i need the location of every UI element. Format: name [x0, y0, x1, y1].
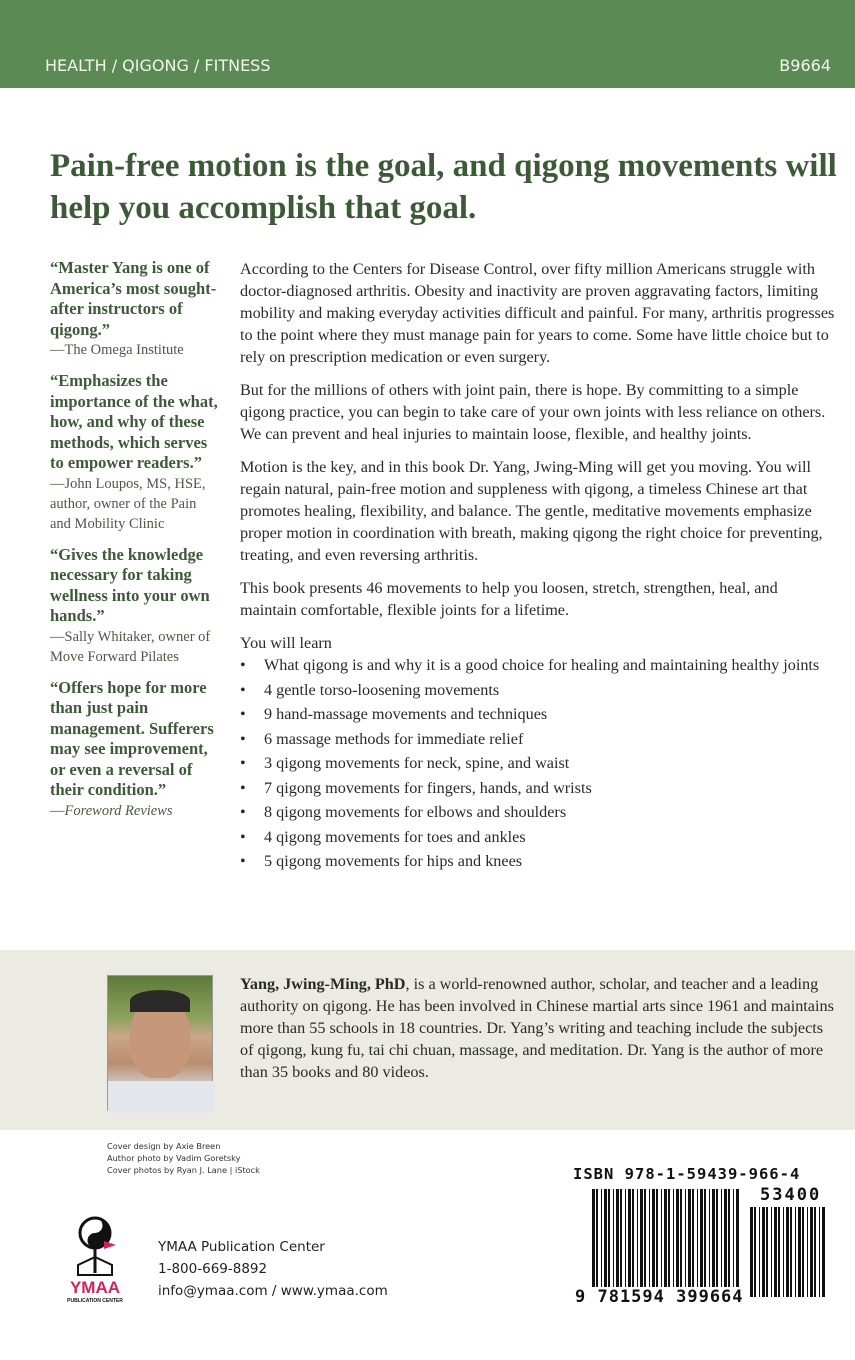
barcode-bar: [692, 1189, 694, 1287]
svg-text:PUBLICATION CENTER: PUBLICATION CENTER: [67, 1298, 123, 1304]
list-item: • 7 qigong movements for fingers, hands, and wrists: [240, 777, 835, 799]
barcode-bar: [716, 1189, 718, 1287]
barcode-bar: [709, 1189, 710, 1287]
barcode-bar: [802, 1207, 804, 1297]
barcode-bar: [625, 1189, 626, 1287]
barcode-bar: [676, 1189, 679, 1287]
endorsement: [50, 371, 220, 534]
svg-text:YMAA: YMAA: [69, 1278, 121, 1297]
paragraph: Motion is the key, and in this book Dr. Yang, Jwing-Ming will get you moving. You will regain natural, pain-free motion and suppleness with qigong, a timeless Chinese art that promotes healing, flexibility, and balance. The gentle, meditative movements emphasize proper motion in coordination with breath, making qigong the right choice for preventing, treating, and even reversing arthritis.: [240, 458, 823, 564]
barcode-bar: [632, 1189, 634, 1287]
publisher-name: YMAA Publication Center: [158, 1239, 325, 1255]
barcode-bar: [704, 1189, 706, 1287]
barcode-bar: [721, 1189, 722, 1287]
barcode-number: 9 781594 399664: [575, 1287, 744, 1307]
author-bio: [240, 973, 835, 1083]
category-bar: [0, 0, 855, 88]
barcode-bar: [668, 1189, 670, 1287]
credit-line: Author photo by Vadim Goretsky: [107, 1153, 241, 1163]
ymaa-logo-icon: [67, 1215, 123, 1305]
barcode-bar: [771, 1207, 772, 1297]
quote-text: “Offers hope for more than just pain management. Sufferers may see improvement, or even a reversal of their condition.”: [50, 677, 214, 799]
paragraph: But for the millions of others with joint pain, there is hope. By committing to a simple qigong practice, you can begin to take care of your own joints with less reliance on others. We can prevent and heal injuries to maintain loose, flexible, and healthy joints.: [240, 381, 826, 443]
credits: [107, 1140, 260, 1176]
list-item: • 4 gentle torso-loosening movements: [240, 679, 835, 701]
barcode-bar: [766, 1207, 768, 1297]
list-item: • 9 hand-massage movements and techniques: [240, 703, 835, 725]
quote-source-name: Foreword Reviews: [64, 802, 173, 819]
isbn-text: ISBN 978-1-59439-966-4: [573, 1165, 801, 1183]
barcode-bar: [604, 1189, 607, 1287]
product-code: B9664: [779, 56, 831, 75]
category-label: HEALTH / QIGONG / FITNESS: [45, 56, 271, 75]
barcode-bar: [795, 1207, 796, 1297]
endorsement: [50, 545, 220, 667]
quote-text: “Master Yang is one of America’s most sought-after instructors of qigong.”: [50, 258, 217, 339]
barcode-bar: [790, 1207, 792, 1297]
barcode-bar: [637, 1189, 638, 1287]
barcode-bar: [697, 1189, 698, 1287]
barcode-bar: [754, 1207, 756, 1297]
barcode-bar: [712, 1189, 715, 1287]
barcode-bar: [759, 1207, 760, 1297]
quote-source: —Sally Whitaker, owner of Move Forward Pilates: [50, 628, 211, 665]
barcode-bar: [616, 1189, 619, 1287]
headline: Pain-free motion is the goal, and qigong movements will help you accomplish that goal.: [50, 148, 837, 226]
price-code: 53400: [760, 1185, 822, 1205]
quote-source: —The Omega Institute: [50, 342, 184, 358]
barcode-bar: [673, 1189, 674, 1287]
publisher-contact[interactable]: info@ymaa.com / www.ymaa.com: [158, 1283, 388, 1299]
learn-list: [240, 654, 835, 872]
list-item: • 3 qigong movements for neck, spine, and waist: [240, 752, 835, 774]
quote-dash: —: [50, 802, 65, 819]
list-item: • 4 qigong movements for toes and ankles: [240, 826, 835, 848]
barcode-bar: [783, 1207, 784, 1297]
barcode-bar: [810, 1207, 813, 1297]
publisher-info: [158, 1236, 388, 1302]
quote-text: “Gives the knowledge necessary for taking wellness into your own hands.”: [50, 544, 210, 625]
description: [240, 258, 835, 875]
barcode-bar: [680, 1189, 682, 1287]
barcode-bar: [814, 1207, 816, 1297]
barcode-bar: [724, 1189, 727, 1287]
list-intro: You will learn: [240, 634, 332, 652]
barcode-bar: [819, 1207, 820, 1297]
endorsement: [50, 678, 220, 821]
barcode-bar: [644, 1189, 646, 1287]
barcode-bar: [664, 1189, 667, 1287]
list-item: • 8 qigong movements for elbows and shoulders: [240, 801, 835, 823]
barcode-bar: [798, 1207, 801, 1297]
barcode-bar: [700, 1189, 703, 1287]
barcode-bar: [613, 1189, 614, 1287]
barcode-bar: [656, 1189, 658, 1287]
quote-source: [50, 801, 220, 821]
barcode-bar: [601, 1189, 602, 1287]
credit-line: Cover photos by Ryan J. Lane | iStock: [107, 1165, 260, 1175]
list-item: • 5 qigong movements for hips and knees: [240, 850, 835, 872]
barcode-bar: [685, 1189, 686, 1287]
credit-line: Cover design by Axie Breen: [107, 1141, 221, 1151]
list-item: • What qigong is and why it is a good choice for healing and maintaining healthy joints: [240, 654, 835, 676]
barcode-bar: [778, 1207, 780, 1297]
barcode-bar: [649, 1189, 650, 1287]
price-barcode-bars: [750, 1207, 825, 1297]
barcode-bar: [592, 1189, 595, 1287]
barcode-bar: [596, 1189, 598, 1287]
barcode-bar: [688, 1189, 691, 1287]
barcode-bar: [728, 1189, 730, 1287]
barcode-bar: [736, 1189, 739, 1287]
barcode-bar: [774, 1207, 777, 1297]
barcode-bar: [661, 1189, 662, 1287]
author-bio-text: , is a world-renowned author, scholar, and teacher and a leading authority on qigong. He has been involved in Chinese martial arts since 1961 and maintains more than 55 schools in 18 countries. Dr. Yang’s writing and teaching include the subjects of qigong, kung fu, tai chi chuan, massage, and meditation. Dr. Yang is the author of more than 35 books and 80 videos.: [240, 975, 834, 1081]
barcode-bar: [652, 1189, 655, 1287]
publisher-phone: 1-800-669-8892: [158, 1261, 268, 1277]
barcode-bar: [807, 1207, 808, 1297]
author-name: Yang, Jwing-Ming, PhD: [240, 975, 406, 993]
isbn-barcode: [565, 1165, 830, 1315]
paragraph: According to the Centers for Disease Control, over fifty million Americans struggle with doctor-diagnosed arthritis. Obesity and inactivity are proven aggravating factors, limiting mobility and making everyday activities difficult and painful. For many, arthritis progresses to the point where they must manage pain for years to come. Some have little choice but to rely on prescription medication or even surgery.: [240, 260, 835, 366]
barcode-bar: [620, 1189, 622, 1287]
author-photo: [107, 975, 213, 1111]
list-item: • 6 massage methods for immediate relief: [240, 728, 835, 750]
endorsement: [50, 258, 220, 360]
barcode-bar: [733, 1189, 734, 1287]
endorsements: [50, 258, 220, 832]
quote-text: “Emphasizes the importance of the what, how, and why of these methods, which serves to empower readers.”: [50, 371, 218, 472]
barcode-bar: [786, 1207, 789, 1297]
author-section: [0, 950, 855, 1130]
paragraph: This book presents 46 movements to help you loosen, stretch, strengthen, heal, and maintain comfortable, flexible joints for a lifetime.: [240, 579, 778, 619]
barcode-bar: [640, 1189, 643, 1287]
barcode-bar: [762, 1207, 765, 1297]
barcode-bar: [822, 1207, 825, 1297]
barcode-bar: [608, 1189, 610, 1287]
barcode-bar: [750, 1207, 753, 1297]
quote-source: —John Loupos, MS, HSE, author, owner of the Pain and Mobility Clinic: [50, 475, 206, 532]
barcode-bar: [628, 1189, 631, 1287]
